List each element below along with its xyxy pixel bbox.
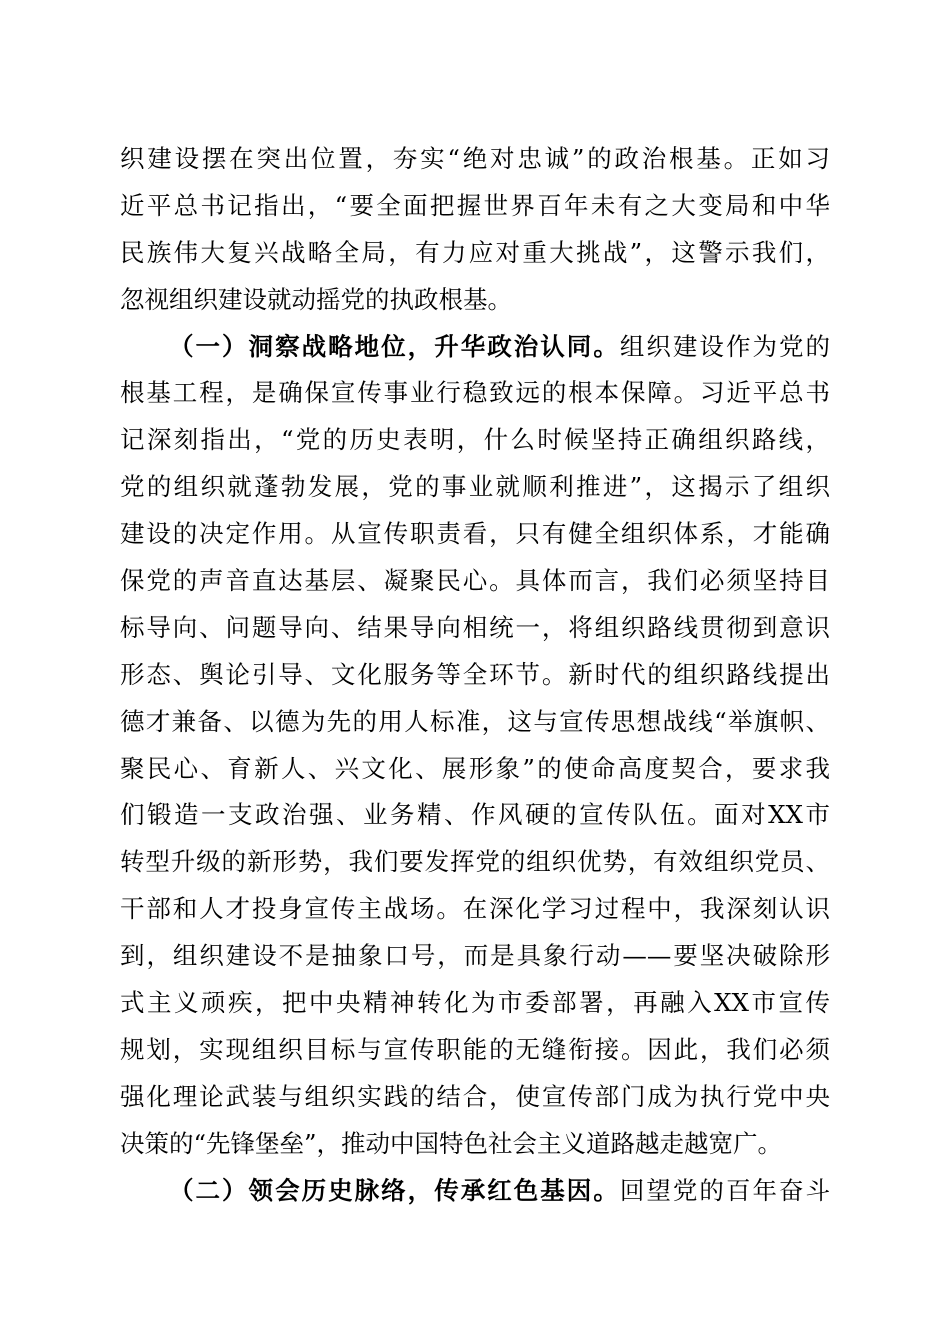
- text-line: 形态、舆论引导、文化服务等全环节。新时代的组织路线提出: [120, 659, 830, 689]
- section-1-first-line: [120, 324, 830, 371]
- text-line: 式主义顽疾，把中央精神转化为市委部署，再融入XX市宣传: [120, 988, 830, 1018]
- text-line: 聚民心、育新人、兴文化、展形象”的使命高度契合，要求我: [120, 753, 830, 783]
- text-line: 规划，实现组织目标与宣传职能的无缝衔接。因此，我们必须: [120, 1034, 830, 1064]
- text-line: 强化理论武装与组织实践的结合，使宣传部门成为执行党中央: [120, 1081, 830, 1111]
- text-line: 干部和人才投身宣传主战场。在深化学习过程中，我深刻认识: [120, 894, 830, 924]
- section-1-heading: （一）洞察战略地位，升华政治认同。: [169, 331, 620, 361]
- text-line: 忽视组织建设就动摇党的执政根基。: [120, 284, 512, 314]
- text-line: 建设的决定作用。从宣传职责看，只有健全组织体系，才能确: [120, 519, 830, 549]
- body-text: [120, 136, 830, 1214]
- section-1-lead: 组织建设作为党的: [619, 331, 830, 361]
- text-line: 决策的“先锋堡垒”，推动中国特色社会主义道路越走越宽广。: [120, 1128, 783, 1158]
- text-line: 到，组织建设不是抽象口号，而是具象行动——要坚决破除形: [120, 941, 830, 971]
- text-line: 近平总书记指出，“要全面把握世界百年未有之大变局和中华: [120, 190, 830, 220]
- text-line: 织建设摆在突出位置，夯实“绝对忠诚”的政治根基。正如习: [120, 144, 830, 173]
- text-line: 标导向、问题导向、结果导向相统一，将组织路线贯彻到意识: [120, 612, 830, 642]
- text-line: 们锻造一支政治强、业务精、作风硬的宣传队伍。面对XX市: [120, 800, 830, 830]
- text-line: 根基工程，是确保宣传事业行稳致远的根本保障。习近平总书: [120, 378, 830, 408]
- text-line: 保党的声音直达基层、凝聚民心。具体而言，我们必须坚持目: [120, 566, 830, 596]
- section-2-heading: （二）领会历史脉络，传承红色基因。: [169, 1175, 620, 1205]
- text-line: 转型升级的新形势，我们要发挥党的组织优势，有效组织党员、: [120, 847, 830, 877]
- section-2-lead: 回望党的百年奋斗: [619, 1175, 830, 1205]
- text-line: 记深刻指出，“党的历史表明，什么时候坚持正确组织路线，: [120, 425, 830, 455]
- text-line: 民族伟大复兴战略全局，有力应对重大挑战”，这警示我们，: [120, 237, 830, 267]
- text-line: 德才兼备、以德为先的用人标准，这与宣传思想战线“举旗帜、: [120, 706, 830, 736]
- text-line: 党的组织就蓬勃发展，党的事业就顺利推进”，这揭示了组织: [120, 472, 830, 502]
- section-2-first-line: [120, 1168, 830, 1215]
